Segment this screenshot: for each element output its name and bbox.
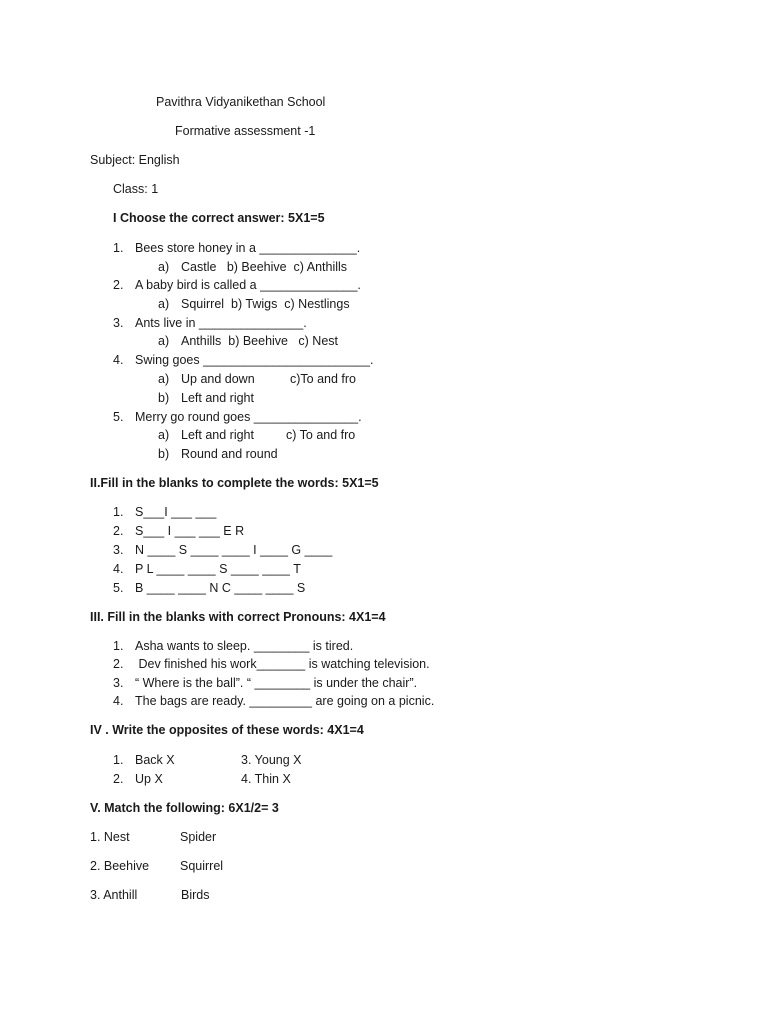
question-number: 3.	[113, 316, 124, 330]
list-number: 3.	[113, 676, 124, 690]
pronoun-sentence: The bags are ready. _________ are going on a picnic.	[135, 694, 435, 708]
option-letter: a)	[158, 260, 170, 274]
word-blank: S___ I ___ ___ E R	[135, 524, 245, 538]
word-blank: S___I ___ ___	[135, 505, 217, 519]
list-number: 4.	[113, 694, 124, 708]
option-letter: b)	[158, 447, 170, 461]
question-text: Merry go round goes _______________.	[135, 410, 362, 424]
word-blank: P L ____ ____ S ____ ____ T	[135, 562, 301, 576]
option-text: Left and right	[181, 391, 254, 405]
question-text: Bees store honey in a ______________.	[135, 241, 361, 255]
option-text: Anthills b) Beehive c) Nest	[181, 334, 339, 348]
match-left: 1. Nest	[90, 830, 130, 844]
opposite-word: 3. Young X	[241, 753, 302, 767]
option-letter: a)	[158, 428, 170, 442]
option-text: Round and round	[181, 447, 278, 461]
pronoun-sentence: “ Where is the ball”. “ ________ is under the chair”.	[135, 676, 418, 690]
list-number: 4.	[113, 562, 124, 576]
opposite-word: Up X	[135, 772, 163, 786]
question-number: 2.	[113, 278, 124, 292]
section-1-title: I Choose the correct answer: 5X1=5	[113, 211, 325, 225]
section-2-title: II.Fill in the blanks to complete the words: 5X1=5	[90, 476, 379, 490]
question-number: 1.	[113, 241, 124, 255]
option-extra: c) To and fro	[286, 428, 356, 442]
question-text: Swing goes ________________________.	[135, 353, 374, 367]
option-letter: b)	[158, 391, 170, 405]
option-text: Squirrel b) Twigs c) Nestlings	[181, 297, 350, 311]
school-name: Pavithra Vidyanikethan School	[156, 95, 326, 109]
word-blank: B ____ ____ N C ____ ____ S	[135, 581, 306, 595]
list-number: 2.	[113, 657, 124, 671]
option-text: Left and right	[181, 428, 254, 442]
question-text: Ants live in _______________.	[135, 316, 307, 330]
match-left: 2. Beehive	[90, 859, 150, 873]
list-number: 5.	[113, 581, 124, 595]
subject-line: Subject: English	[90, 153, 180, 167]
option-text: Up and down	[181, 372, 255, 386]
section-5-title: V. Match the following: 6X1/2= 3	[90, 801, 279, 815]
question-text: A baby bird is called a ______________.	[135, 278, 361, 292]
opposite-word: 4. Thin X	[241, 772, 291, 786]
match-right: Spider	[180, 830, 217, 844]
option-letter: a)	[158, 334, 170, 348]
section-4-title: IV . Write the opposites of these words: 4X1=4	[90, 723, 364, 737]
match-left: 3. Anthill	[90, 888, 138, 902]
pronoun-sentence: Asha wants to sleep. ________ is tired.	[135, 639, 354, 653]
class-line: Class: 1	[113, 182, 159, 196]
list-number: 2.	[113, 772, 124, 786]
assessment-title: Formative assessment -1	[175, 124, 316, 138]
option-text: Castle b) Beehive c) Anthills	[181, 260, 348, 274]
question-number: 5.	[113, 410, 124, 424]
option-extra: c)To and fro	[290, 372, 357, 386]
list-number: 2.	[113, 524, 124, 538]
list-number: 1.	[113, 753, 124, 767]
option-letter: a)	[158, 372, 170, 386]
opposite-word: Back X	[135, 753, 175, 767]
option-letter: a)	[158, 297, 170, 311]
list-number: 3.	[113, 543, 124, 557]
question-number: 4.	[113, 353, 124, 367]
section-3-title: III. Fill in the blanks with correct Pronouns: 4X1=4	[90, 610, 386, 624]
list-number: 1.	[113, 639, 124, 653]
match-right: Birds	[181, 888, 210, 902]
list-number: 1.	[113, 505, 124, 519]
pronoun-sentence: Dev finished his work_______ is watching television.	[135, 657, 430, 671]
word-blank: N ____ S ____ ____ I ____ G ____	[135, 543, 333, 557]
match-right: Squirrel	[180, 859, 224, 873]
